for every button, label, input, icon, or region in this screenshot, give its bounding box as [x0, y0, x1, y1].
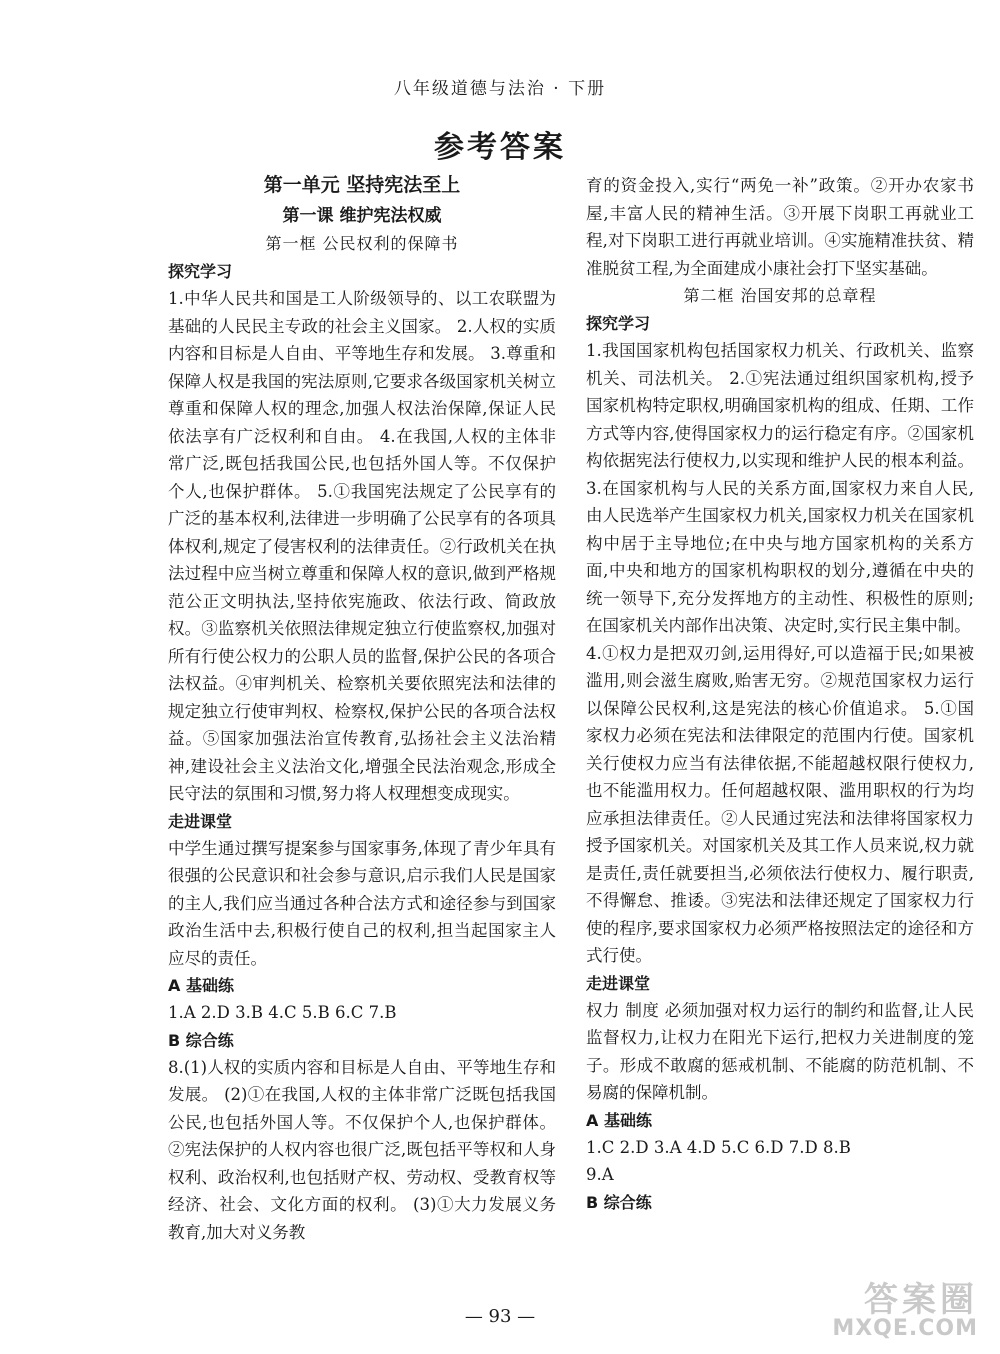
- page-title: 参考答案: [434, 130, 566, 165]
- answer-paragraph: 育的资金投入,实行“两免一补”政策。②开办农家书屋,丰富人民的精神生活。③开展下岗职工再就业工程,对下岗职工进行再就业培训。④实施精准扶贫、精准脱贫工程,为全面建成小康社会打下坚实基础。: [586, 176, 974, 278]
- unit-heading: 第一单元 坚持宪法至上: [263, 174, 461, 196]
- answer-paragraph: 8.(1)人权的实质内容和目标是人自由、平等地生存和发展。 (2)①在我国,人权的主体非常广泛既包括我国公民,也包括外国人等。不仅保护个人,也保护群体。②宪法保护的人权内容也很广泛,既包括平等权和人身权利、政治权利,也包括财产权、劳动权、受教育权等经济、社会、文化方面的权利。 (3)①大力发展义务教育,加大对义务教: [168, 1057, 556, 1242]
- section-label-explore: 探究学习: [168, 262, 233, 281]
- section-label-explore: 探究学习: [586, 314, 651, 333]
- section-label-classroom: 走进课堂: [586, 973, 651, 993]
- watermark-text: 答案圈: [864, 1280, 978, 1320]
- section-label-classroom: 走进课堂: [168, 811, 233, 831]
- answer-paragraph: 4.①权力是把双刃剑,运用得好,可以造福于民;如果被滥用,则会滋生腐败,贻害无穷。②规范国家权力运行以保障公民权利,这是宪法的核心价值追求。 5.①国家权力必须在宪法和法律限定的范围内行使。国家机关行使权力应当有法律依据,不能超越权限行使权力,也不能滥用权力。任何超越权限、滥用职权的行为均应承担法律责任。②人民通过宪法和法律将国家权力授予国家机关。对国家机关及其工作人员来说,权力就是责任,责任就要担当,必须依法行使权力、履行职责,不得懈怠、推诿。③宪法和法律还规定了国家权力行使的程序,要求国家权力必须严格按照法定的途径和方式行使。: [586, 643, 974, 965]
- answer-list: 9.A: [586, 1165, 614, 1184]
- answer-list: 1.C 2.D 3.A 4.D 5.C 6.D 7.D 8.B: [586, 1137, 851, 1157]
- answer-paragraph: 中学生通过撰写提案参与国家事务,体现了青少年具有很强的公民意识和社会参与意识,启示我们人民是国家的主人,我们应当通过各种合法方式和途径参与到国家政治生活中去,积极行使自己的权利,担当起国家主人应尽的责任。: [168, 838, 556, 968]
- section-label-comprehensive: B 综合练: [586, 1192, 652, 1212]
- frame-heading: 第一框 公民权利的保障书: [265, 234, 459, 253]
- frame-heading: 第二框 治国安邦的总章程: [683, 286, 877, 305]
- page-number: — 93 —: [464, 1306, 536, 1327]
- watermark-url: MXQE.COM: [832, 1316, 978, 1341]
- left-column: [168, 170, 556, 1246]
- watermark-logo: [778, 1272, 978, 1344]
- answer-paragraph: 1.我国国家机构包括国家权力机关、行政机关、监察机关、司法机关。 2.①宪法通过组织国家机构,授予国家机构特定职权,明确国家机构的组成、任期、工作方式等内容,使得国家权力的运行稳定有序。②国家机构依据宪法行使权力,以实现和维护人民的根本利益。 3.在国家机构与人民的关系方面,国家权力来自人民,由人民选举产生国家权力机关,国家权力机关在国家机构中居于主导地位;在中央与地方国家机构的关系方面,中央和地方的国家机构职权的划分,遵循在中央的统一领导下,充分发挥地方的主动性、积极性的原则;在国家机关内部作出决策、决定时,实行民主集中制。: [586, 341, 974, 635]
- answer-paragraph: 1.中华人民共和国是工人阶级领导的、以工农联盟为基础的人民民主专政的社会主义国家。 2.人权的实质内容和目标是人自由、平等地生存和发展。 3.尊重和保障人权是我国的宪法原则,它要求各级国家机关树立尊重和保障人权的理念,加强人权法治保障,保证人民依法享有广泛权利和自由。 4.在我国,人权的主体非常广泛,既包括我国公民,也包括外国人等。不仅保护个人,也保护群体。 5.①我国宪法规定了公民享有的广泛的基本权利,法律进一步明确了公民享有的各项具体权利,规定了侵害权利的法律责任。②行政机关在执法过程中应当树立尊重和保障人权的意识,做到严格规范公正文明执法,坚持依宪施政、依法行政、简政放权。③监察机关依照法律规定独立行使监察权,加强对所有行使公权力的公职人员的监督,保护公民的各项合法权益。④审判机关、检察机关要依照宪法和法律的规定独立行使审判权、检察权,保护公民的各项合法权益。⑤国家加强法治宣传教育,弘扬社会主义法治精神,建设社会主义法治文化,增强全民法治观念,形成全民守法的氛围和习惯,努力将人权理想变成现实。: [168, 289, 556, 803]
- book-subtitle: 八年级道德与法治 · 下册: [393, 79, 607, 99]
- answer-list: 1.A 2.D 3.B 4.C 5.B 6.C 7.B: [168, 1003, 397, 1022]
- lesson-heading: 第一课 维护宪法权威: [282, 206, 442, 226]
- right-column: [586, 172, 974, 1216]
- section-label-basic: A 基础练: [168, 976, 234, 995]
- section-label-comprehensive: B 综合练: [168, 1030, 234, 1050]
- answer-paragraph: 权力 制度 必须加强对权力运行的制约和监督,让人民监督权力,让权力在阳光下运行,把权力关进制度的笼子。形成不敢腐的惩戒机制、不能腐的防范机制、不易腐的保障机制。: [586, 1000, 974, 1102]
- section-label-basic: A 基础练: [586, 1110, 652, 1130]
